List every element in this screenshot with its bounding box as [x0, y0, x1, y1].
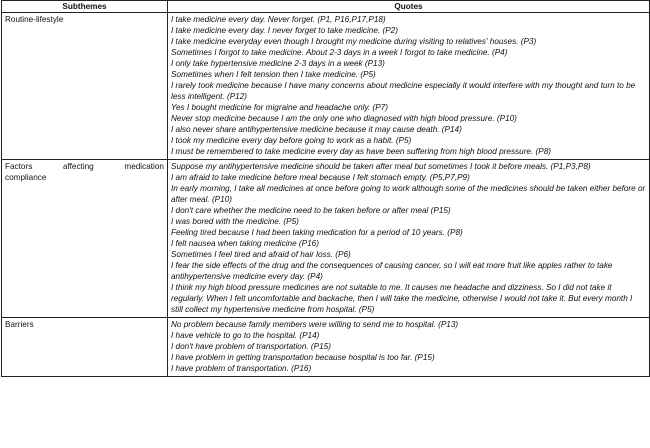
quote-line: Suppose my antihypertensive medicine should be taken after meal but sometimes I took it before meals. (P1,P3,P8) [171, 162, 591, 171]
subtheme-label: Routine-lifestyle [5, 15, 64, 24]
quote-line: I take medicine everyday even though I brought my medicine during visiting to relatives' houses. (P3) [171, 37, 537, 46]
subtheme-cell [2, 160, 168, 318]
quote-line: I was bored with the medicine. (P5) [171, 217, 299, 226]
quote-line: Sometimes I feel tired and afraid of hair loss. (P6) [171, 250, 351, 259]
table-row [2, 13, 650, 160]
quote-line: I think my high blood pressure medicines are not suitable to me. It causes me headache and dizziness. So I did not take it regularly. When I felt uncomfortable and backache, then I will take the medicine, otherwise I would not take it. But every month I still collect my hypertensive medicine from hospital. (P5) [171, 283, 633, 314]
subtheme-label: compliance [5, 173, 47, 182]
subtheme-label [5, 161, 164, 172]
quote-line: I felt nausea when taking medicine (P16) [171, 239, 319, 248]
quote-line: I fear the side effects of the drug and the consequences of causing cancer, so I will eat more fruit like apples rather to take antihypertensive medicine every day. (P4) [171, 261, 613, 281]
quote-line: I took my medicine every day before going to work as a habit. (P5) [171, 136, 412, 145]
quote-line: No problem because family members were willing to send me to hospital. (P13) [171, 320, 459, 329]
quote-line: Yes I bought medicine for migraine and headache only. (P7) [171, 103, 388, 112]
quotes-table [1, 0, 650, 377]
quote-line: Sometimes when I felt tension then I take medicine. (P5) [171, 70, 376, 79]
quote-line: I have problem in getting transportation because hospital is too far. (P15) [171, 353, 435, 362]
quote-line: Sometimes I forgot to take medicine. About 2-3 days in a week I forgot to take medicine. (P4) [171, 48, 508, 57]
quote-line: I only take hypertensive medicine 2-3 days in a week (P13) [171, 59, 385, 68]
quote-line: I have vehicle to go to the hospital. (P14) [171, 331, 320, 340]
quote-line: I take medicine every day. I never forget to take medicine. (P2) [171, 26, 398, 35]
quote-line: I rarely took medicine because I have many concerns about medicine especially it would interfere with my thought and turn to be less intelligent. (P12) [171, 81, 636, 101]
quotes-cell [168, 318, 650, 377]
quote-line: Feeling tired because I had been taking medication for a period of 10 years. (P8) [171, 228, 463, 237]
header-quotes: Quotes [168, 1, 650, 13]
subtheme-word: medication [124, 162, 164, 171]
quote-line: I have problem of transportation. (P16) [171, 364, 312, 373]
subtheme-label: Barriers [5, 320, 34, 329]
header-row [2, 1, 650, 13]
quote-line: I also never share antihypertensive medicine because it may cause death. (P14) [171, 125, 462, 134]
table-row [2, 160, 650, 318]
subtheme-word: Factors [5, 162, 33, 171]
quotes-cell [168, 13, 650, 160]
subtheme-word: affecting [62, 162, 94, 171]
quotes-cell [168, 160, 650, 318]
quote-line: I don't care whether the medicine need to be taken before or after meal (P15) [171, 206, 451, 215]
quote-line: I take medicine every day. Never forget. (P1, P16,P17,P18) [171, 15, 386, 24]
subtheme-cell [2, 13, 168, 160]
quote-line: I am afraid to take medicine before meal because I felt stomach empty. (P5,P7,P9) [171, 173, 470, 182]
quote-line: I must be remembered to take medicine every day as have been suffering from high blood pressure. (P8) [171, 147, 552, 156]
quote-line: Never stop medicine because I am the only one who diagnosed with high blood pressure. (P10) [171, 114, 517, 123]
quote-line: In early morning, I take all medicines at once before going to work although some of the medicines should be taken either before or after meal. (P10) [171, 184, 646, 204]
header-subthemes: Subthemes [2, 1, 168, 13]
subtheme-cell [2, 318, 168, 377]
quote-line: I don't have problem of transportation. (P15) [171, 342, 331, 351]
table-row [2, 318, 650, 377]
